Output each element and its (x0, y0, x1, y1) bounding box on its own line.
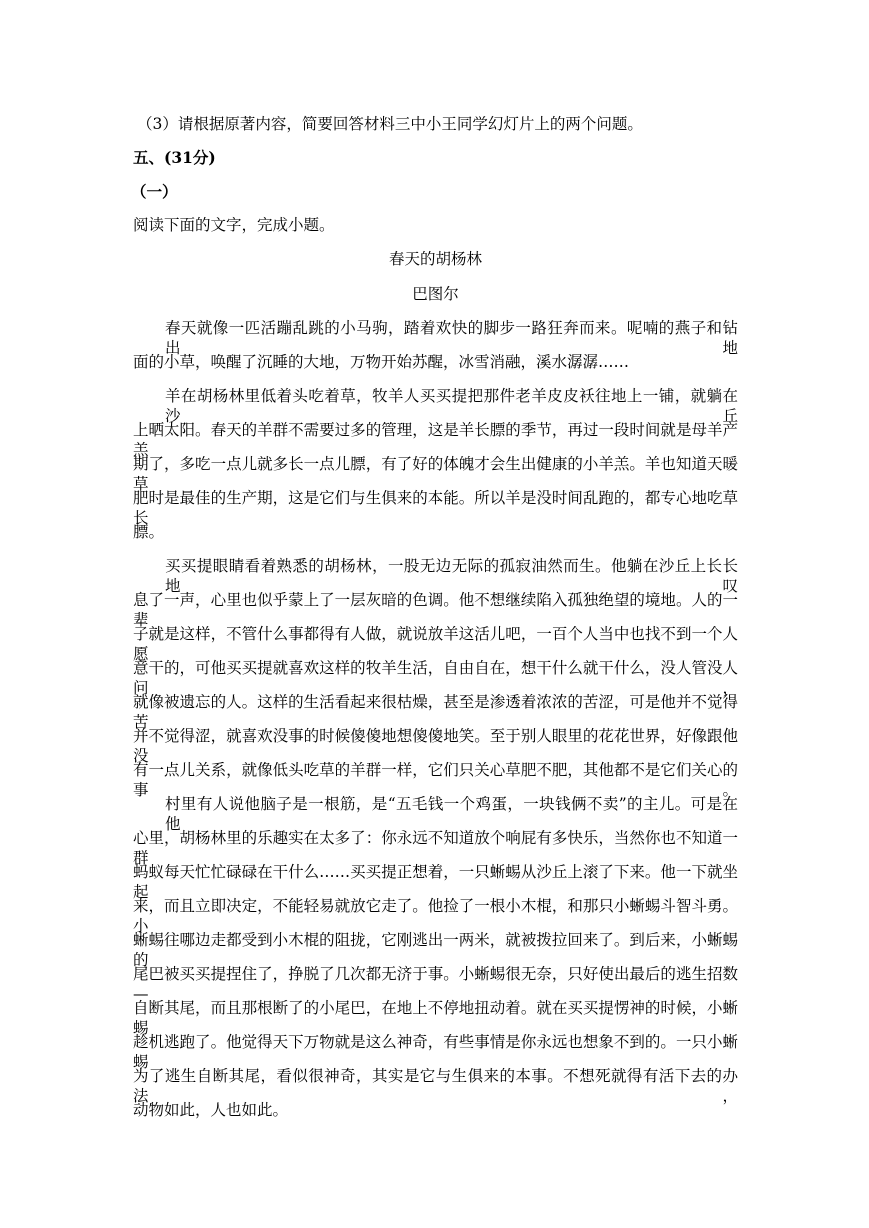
article-title: 春天的胡杨林 (388, 250, 482, 268)
paragraph-line: 趁机逃跑了。他觉得天下万物就是这么神奇，有些事情是你永远也想象不到的。一只小蜥蜴 (133, 1033, 738, 1071)
section-heading: 五、(31分) (133, 148, 216, 167)
paragraph-line: 面的小草，唤醒了沉睡的大地，万物开始苏醒，冰雪消融，溪水潺潺…… (133, 353, 630, 371)
article-author: 巴图尔 (412, 285, 459, 303)
section-subheading: （一） (131, 182, 178, 201)
paragraph-line: 蚂蚁每天忙忙碌碌在干什么……买买提正想着，一只蜥蜴从沙丘上滚了下来。他一下就坐起 (133, 863, 738, 901)
paragraph-line: 动物如此，人也如此。 (133, 1101, 289, 1119)
paragraph-line: 期了，多吃一点儿就多长一点儿膘，有了好的体魄才会生出健康的小羊羔。羊也知道天暖草 (133, 455, 738, 493)
paragraph-line: 子就是这样，不管什么事都得有人做，就说放羊这活儿吧，一百个人当中也找不到一个人愿 (133, 625, 738, 663)
paragraph-line: 自断其尾，而且那根断了的小尾巴，在地上不停地扭动着。就在买买提愣神的时候，小蜥蜴 (133, 999, 738, 1037)
paragraph-line: 膘。 (133, 523, 165, 541)
paragraph-line: 息了一声，心里也似乎蒙上了一层灰暗的色调。他不想继续陷入孤独绝望的境地。人的一辈 (133, 591, 738, 629)
paragraph-line: 心里，胡杨林里的乐趣实在太多了：你永远不知道放个响屁有多快乐，当然你也不知道一群 (133, 829, 738, 867)
paragraph-line: 买买提眼睛看着熟悉的胡杨林，一股无边无际的孤寂油然而生。他躺在沙丘上长长地叹 (165, 557, 738, 595)
question-3: （3）请根据原著内容，简要回答材料三中小王同学幻灯片上的两个问题。 (137, 115, 643, 133)
paragraph-line: 羊在胡杨林里低着头吃着草，牧羊人买买提把那件老羊皮皮袄往地上一铺，就躺在沙丘 (165, 387, 738, 425)
paragraph-line: 就像被遗忘的人。这样的生活看起来很枯燥，甚至是渗透着浓浓的苦涩，可是他并不觉得苦 (133, 693, 738, 731)
paragraph-line: 有一点儿关系，就像低头吃草的羊群一样，它们只关心草肥不肥，其他都不是它们关心的事。 (133, 761, 738, 799)
paragraph-line: 尾巴被买买提捏住了，挣脱了几次都无济于事。小蜥蜴很无奈，只好使出最后的逃生招数— (133, 965, 738, 1003)
paragraph-line: 意干的，可他买买提就喜欢这样的牧羊生活，自由自在，想干什么就干什么，没人管没人问， (133, 659, 738, 697)
paragraph-line: 为了逃生自断其尾，看似很神奇，其实是它与生俱来的本事。不想死就得有活下去的办法， (133, 1067, 738, 1105)
paragraph-line: 村里有人说他脑子是一根筋，是“五毛钱一个鸡蛋，一块钱俩不卖”的主儿。可是在他 (165, 795, 738, 833)
paragraph-line: 蜥蜴往哪边走都受到小木棍的阻拢，它刚逃出一两米，就被拨拉回来了。到后来，小蜥蜴的 (133, 931, 738, 969)
paragraph-line: 上晒太阳。春天的羊群不需要过多的管理，这是羊长膘的季节，再过一段时间就是母羊产羔 (133, 421, 738, 459)
reading-instruction: 阅读下面的文字，完成小题。 (133, 216, 335, 234)
paragraph-line: 来，而且立即决定，不能轻易就放它走了。他捡了一根小木棍，和那只小蜥蜴斗智斗勇。小 (133, 897, 738, 935)
paragraph-line: 春天就像一匹活蹦乱跳的小马驹，踏着欢快的脚步一路狂奔而来。呢喃的燕子和钻出地 (165, 319, 738, 357)
paragraph-line: 肥时是最佳的生产期，这是它们与生俱来的本能。所以羊是没时间乱跑的，都专心地吃草长 (133, 489, 738, 527)
paragraph-line: 并不觉得涩，就喜欢没事的时候傻傻地想傻傻地笑。至于别人眼里的花花世界，好像跟他没 (133, 727, 738, 765)
